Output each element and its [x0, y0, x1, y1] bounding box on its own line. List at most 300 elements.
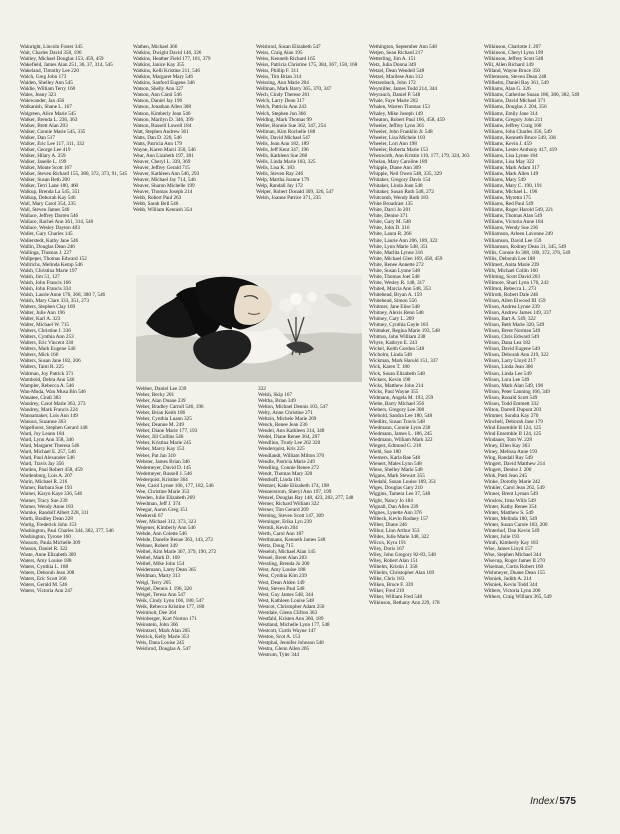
index-entry: Weibel, Kim Marie 367, 379, 190, 272: [136, 549, 217, 556]
index-entry: Wentzer, Katie Elizabeth 174, 198: [258, 482, 329, 489]
index-entry: Willmore, Shari Lynn 176, 243: [484, 279, 549, 286]
index-entry: Weltzin, Michele Marie 269: [258, 416, 317, 423]
index-entry: Weigel, Dennis J. 196, 326: [136, 585, 192, 592]
index-entry: Walker, Hilary A. 259: [20, 152, 66, 159]
index-entry: Walters, Tami R. 225: [20, 364, 64, 371]
index-entry: Walters, Stephen Clay 169: [20, 304, 76, 311]
index-entry: Wiedmann, James L. 186, 245: [369, 431, 433, 437]
index-entry: Walsh, Jim 51, 127: [20, 273, 60, 280]
index-entry: Wegener, Kimberly Ann 546: [136, 525, 196, 532]
index-entry: Whitney, Cary L. 209: [369, 316, 414, 323]
index-entry: Wickers, Kevin 190: [369, 376, 411, 383]
index-entry: Warden, Paul Robert 458, 459: [20, 467, 83, 474]
index-entry: Wilson, Linda Lee 549: [484, 370, 532, 377]
index-entry: Weinstein, John 366: [136, 621, 179, 628]
index-entry: Wendel, Ann Kathleen 314, 348: [258, 428, 325, 435]
index-entry: Waitley, Michael Douglas 153, 459, 459: [20, 56, 104, 63]
index-entry: Wickman, Mark Harold 151, 337: [369, 358, 438, 365]
index-entry: Wathen, Michael 366: [133, 44, 178, 50]
index-entry: Weber, Bradley Carroll 546, 196: [136, 404, 204, 411]
index-entry: Wiese, Shelley Marie 548: [369, 467, 423, 474]
index-entry: Walsh, Mary Clare 333, 351, 273: [20, 297, 89, 304]
index-entry: Werninger, Erika Lyn 239: [258, 519, 312, 526]
index-entry: Willming, Scott David 203: [484, 273, 540, 280]
index-entry: Wallerstedt, Kathy Jane 546: [20, 237, 79, 244]
index-entry: Weik, Cindy Lynn 166, 180, 547: [136, 597, 204, 604]
index-entry: Werner, Tim Gerard 209: [258, 506, 309, 513]
index-entry: Weimholt, Dee 364: [136, 609, 177, 616]
index-entry: White, Marlita Lynne 316: [369, 249, 423, 256]
index-entry: Ward, Travis Jay 356: [20, 461, 64, 468]
index-entry: Wiedahl, Susan Louise 189, 351: [369, 479, 437, 486]
index-entry: Waller, Gary Charles 145: [20, 231, 73, 238]
index-entry: Winter, Julie 193: [484, 533, 520, 540]
index-entry: Wiggins, Tamera Lee 37, 548: [369, 491, 431, 498]
index-entry: Wetzel, Marilese Ann 312: [369, 74, 423, 81]
index-entry: Winter, Melinda 180, 549: [484, 515, 538, 522]
index-entry: Wilton, Darrell Dupont 203: [484, 406, 542, 413]
index-entry: Winchell, Deborah Jane 179: [484, 418, 543, 425]
index-entry: Whaley, Mike Joseph 149: [369, 110, 423, 117]
index-entry: White, Denise 371: [369, 213, 408, 220]
index-entry: Williams, Lisa Lynne 184: [484, 152, 538, 159]
index-entry: Willmert, Anita Marie 239: [484, 261, 540, 268]
index-entry: Wan-Muda, Wan Musa Bin 546: [20, 388, 86, 395]
index-entry: Winey, Ellen Kay 363: [484, 443, 530, 450]
index-entry: White, Laurie Ann 206, 189, 322: [369, 237, 438, 244]
index-entry: Webster, James Brian 346: [136, 458, 190, 465]
index-entry: Weiss, Tim Brian 314: [256, 74, 302, 81]
index-entry: Wiley, Robert Alan 151: [369, 557, 418, 564]
index-entry: Westcot, Christopher Adam 250: [258, 603, 325, 610]
index-entry: Widmann, Angela M. 193, 259: [369, 394, 434, 401]
index-entry: Williams, Lester Anthony 417, 419: [484, 146, 557, 153]
index-entry: Walters, Eric Vincent 330: [20, 340, 74, 347]
index-entry: Watts, Patricia Ann 179: [133, 140, 183, 147]
index-entry: Wilkinson, Jeffrey Scott 548: [484, 56, 544, 63]
index-entry: Washington, Tyrone 160: [20, 533, 71, 540]
index-entry: White Broadcast 135: [369, 201, 413, 208]
index-entry: Walker, Dan 517: [20, 134, 55, 141]
index-entry: Weibel, Mark D. 169: [136, 555, 180, 562]
index-entry: Williams, Wendy Sue 236: [484, 225, 539, 232]
index-entry: Wetz, Julia Donna 349: [369, 62, 417, 69]
index-entry: Wilson, Mark Alan 549, 196: [484, 382, 544, 389]
index-entry: Wind Ensemble II 124, 125: [484, 424, 542, 431]
index-entry: Wambold, Debra Ann 546: [20, 376, 75, 383]
index-entry: Weekersli 67: [136, 512, 164, 519]
index-column-2: [133, 44, 241, 213]
index-entry: West, Amy Louise 188: [258, 567, 306, 574]
index-entry: Wheeler, Lisa Michele 103: [369, 134, 426, 141]
index-entry: Wilson, Andrea Lynne 239: [484, 304, 540, 311]
index-entry: Whale, Faye Marie 202: [369, 98, 418, 105]
index-entry: Wilhelm, Kristin J. 358: [369, 564, 418, 571]
index-entry: Welsh, Skip 167: [258, 392, 292, 399]
index-entry: Withers, Craig William 365, 549: [484, 594, 552, 601]
index-entry: Watson, Shelly Ann 327: [133, 86, 184, 93]
index-entry: Wendt, Thomas Mary 320: [258, 470, 313, 477]
index-entry: Weaver, Kathleen Ann 546, 293: [133, 170, 200, 177]
index-entry: Werning, Steven Scott 147, 309: [258, 512, 324, 519]
index-entry: Webb, Robert Paul 263: [133, 195, 182, 202]
index-entry: Wells, Jeff Kent 347, 196: [256, 146, 309, 153]
photo-illustration: [136, 275, 362, 382]
index-entry: Williams, Jeffrey Craig 168: [484, 122, 542, 129]
index-entry: Whipple, Neil Owen 548, 335, 329: [369, 170, 442, 177]
index-entry: Williams, Thomas Alan 549: [484, 213, 543, 220]
index-entry: Wandrey, Mark Francis 224: [20, 406, 78, 413]
index-entry: Winter, Matthew S. 549: [484, 509, 534, 516]
index-entry: Walter, Michael W. 715: [20, 322, 70, 329]
index-entry: Wiseman, Curtis Robert 160: [484, 564, 544, 571]
index-entry: Wessel, Brent Alan 203: [258, 555, 307, 562]
index-entry: Weintzerl, Mark Alan 205: [136, 627, 190, 634]
index-entry: Walker, Brenda L. 236, 363: [20, 116, 78, 123]
index-entry: Weidman, Marty 313: [136, 573, 181, 580]
index-entry: Willmot, Rebecca L. 273: [484, 285, 537, 292]
index-entry: Walsh, Laurie Anne 176, 368, 380 7, 546: [20, 291, 106, 298]
index-entry: Whitmer, Jane Elise 548: [369, 304, 420, 311]
index-entry: Wasson, Daniel R. 322: [20, 545, 68, 552]
index-entry: White, Thomas Joel 548: [369, 273, 420, 280]
index-entry: Weber, Diane Marie 177, 193: [136, 428, 198, 435]
index-entry: Wech, Cindy Therese 261: [256, 92, 310, 99]
index-entry: Wall, Steven James 546: [20, 207, 70, 214]
index-entry: Wessling, Brenda Jo 200: [258, 561, 310, 568]
index-entry: Wiehl, Sue 180: [369, 449, 401, 456]
index-entry: Wilson, Lora Lee 549: [484, 376, 530, 383]
index-entry: Wignes, Lynette Ann 376: [369, 509, 422, 516]
index-entry: Williamson, Rodney Dean 31, 345, 549: [484, 243, 567, 250]
index-column-3: [256, 44, 364, 201]
index-entry: Wiebold, Sandra Lee 180, 548: [369, 412, 433, 419]
index-entry: Wing, Randall Ray 549: [484, 455, 533, 462]
index-entry: Walters, Mark Eugene 546: [20, 346, 76, 353]
index-entry: Weston, Scot A. 153: [258, 633, 301, 640]
index-entry: Wilson, Bart A. 549, 322: [484, 316, 536, 323]
index-entry: Walden, Shelley Ann 545: [20, 80, 73, 87]
index-entry: Waltman, Joy Patrick 371: [20, 370, 74, 377]
index-entry: Waters, Victoria Ann 247: [20, 588, 73, 595]
index-entry: Withers, Victoria Lynn 200: [484, 588, 541, 595]
index-entry: Wellman, Mark Barry 365, 370, 347: [256, 86, 332, 93]
index-entry: Wendlinn, Trudy Lee 262 320: [258, 440, 321, 447]
index-entry: Wilson, Larry Lloyd 217: [484, 358, 536, 365]
index-entry: Walsh, John Francis 334: [20, 285, 71, 292]
index-entry: Wilbur, Linn Arthur 353: [369, 527, 420, 534]
index-entry: Watson, Marilyn D. 346, 399: [133, 116, 194, 123]
index-entry: Wilson, Peter Lanning 166, 349: [484, 388, 550, 395]
index-entry: Weeden, Julie Elizabeth 269: [136, 494, 195, 501]
index-entry: Walker, Monte Scott 167: [20, 164, 72, 171]
index-entry: Werthmann, Kenneth James 548: [258, 537, 326, 544]
index-entry: Wallinga, Thomas J. 227: [20, 249, 72, 256]
index-entry: Walsh, John Francis 166: [20, 279, 71, 286]
index-entry: Watson, Kimberly Jean 546: [133, 110, 191, 117]
index-entry: Walewander, Jan 456: [20, 98, 65, 105]
index-entry: Wannamaker, Lois Ann 149: [20, 412, 78, 419]
index-entry: Ward, Paul Alexander 546: [20, 455, 75, 462]
index-entry: Wick, Susan Elizabeth 548: [369, 370, 425, 377]
index-entry: Wilson, Dana Lea 182: [484, 340, 531, 347]
index-entry: Weltha, Brian 349: [258, 398, 296, 405]
index-entry: Waldie, William Terry 160: [20, 86, 76, 93]
index-entry: Welch, Larry Dean 317: [256, 98, 305, 105]
index-entry: Wheeler, Lori Ann 198: [369, 140, 417, 147]
index-entry: Wilke, Chris 183: [369, 576, 405, 583]
index-entry: Willhelm, Daniel Ray 361, 549: [484, 80, 549, 87]
index-entry: Williamson, Arleen Lavonne 249: [484, 231, 553, 238]
index-entry: Wehner, Robert 349: [136, 543, 178, 550]
index-entry: Welch, Stephen Jon 366: [256, 110, 306, 117]
index-entry: Williams, Gregory John 211: [484, 116, 543, 123]
index-entry: Williams, Red Paul 549: [484, 201, 534, 208]
index-entry: Webber, Daniel Lee 239: [136, 386, 187, 392]
index-entry: Wilson, Beth Marie 320, 549: [484, 322, 545, 329]
index-entry: Williams, Mark Allen 149: [484, 170, 539, 177]
index-entry: Walter, Karl A. 323: [20, 316, 61, 323]
index-entry: Watkins, Dwight David 146, 326: [133, 50, 202, 57]
index-entry: Walker, Janelle L. 199: [20, 158, 67, 165]
index-entry: Wienert, Males Lynn 548: [369, 461, 422, 468]
index-entry: Wimmer, Sondra Kay 270: [484, 412, 539, 419]
index-entry: Walsh, Christina Marie 197: [20, 267, 78, 274]
index-entry: Whited, Marcia Ann 548, 353: [369, 285, 431, 292]
index-entry: Willis, Connie Jo 308, 180, 372, 376, 549: [484, 249, 571, 256]
index-entry: Wilson, David Eugene 549: [484, 346, 540, 353]
index-entry: Wendling, Connie Renee 272: [258, 464, 319, 471]
index-entry: Walker, George Lee 419: [20, 146, 71, 153]
index-entry: Williams, John Charles 356, 549: [484, 128, 552, 135]
index-column-3-lower: [258, 386, 366, 658]
index-entry: Weishrod, Douglas A. 547: [136, 646, 191, 653]
index-column-5: [484, 44, 596, 600]
index-entry: West, Kathleen Louise 548: [258, 597, 314, 604]
index-entry: Wiebers, Gregory Lee 308: [369, 406, 425, 413]
index-entry: Wilson, Ronald Scott 549: [484, 394, 538, 401]
index-entry: Watson, Jonathan Allen 308: [133, 104, 192, 111]
index-entry: Whitaker, Linda Joan 548: [369, 183, 423, 190]
index-entry: Wickel, Keith Gordon 548: [369, 346, 425, 353]
index-entry: Wehde, Ann Colette 546: [136, 531, 187, 538]
index-entry: Waters, Gerald M. 546: [20, 582, 68, 589]
index-entry: Walters, Cynthia Ann 253: [20, 334, 74, 341]
index-entry: Ward, Margaret Theresa 546: [20, 443, 80, 450]
index-entry: Whipple, Diane Ann 309: [369, 164, 421, 171]
index-entry: Wenderquist, Kris 225: [258, 446, 305, 453]
index-entry: Weis, Dana Louise 245: [136, 639, 185, 646]
index-entry: Weber, Cynthia Luann 325: [136, 416, 192, 423]
index-entry: Wildes, Julie Marie 348, 322: [369, 533, 429, 540]
index-entry: Wardenburg, Lois A. 207: [20, 473, 73, 480]
index-entry: Wheeler, John Franklin Jr. 548: [369, 128, 433, 135]
index-entry: Whitaker, Gregory Davis 154: [369, 177, 431, 184]
index-entry: Whitney, Alexis Renn 548: [369, 310, 424, 317]
index-entry: Washington, Paul Charles 344, 382, 377, 546: [20, 527, 114, 534]
index-entry: Weedman, Jeff J. 374: [136, 500, 181, 507]
index-entry: Wendlandt, William Milton 370: [258, 452, 325, 459]
index-entry: Wells, Jean Ann 182, 189: [256, 140, 309, 147]
index-entry: Weisbrod, Susan Elizabeth 547: [256, 44, 321, 50]
index-entry: Wear, Ann Lizabeth 197, 381: [133, 152, 194, 159]
index-entry: Wise, James Lloyd 157: [484, 545, 533, 552]
index-entry: Williams, Kevin J. 459: [484, 140, 532, 147]
index-entry: Warner, Wendy Anne 183: [20, 503, 74, 510]
index-entry: Wilson, Brent Norman 549: [484, 328, 541, 335]
footer-section-label: Index: [530, 796, 555, 807]
index-entry: Wedel, Diane Renee 364, 207: [258, 434, 320, 441]
index-entry: Waters, Cynthia L. 188: [20, 564, 69, 571]
index-entry: Wallace, Jeffrey Darren 546: [20, 213, 79, 220]
index-entry: Wallrichs, Melinda Kemp 546: [20, 261, 83, 268]
index-entry: Weyrauch, Daniel P. 548: [369, 92, 421, 99]
index-entry: Wendle, Patricia Marie 249: [258, 458, 315, 465]
index-entry: Weigel, Teresa Ann 547: [136, 591, 186, 598]
index-column-1: [20, 44, 128, 594]
index-entry: Westphal, Jennifer Johnson 548: [258, 639, 324, 646]
index-entry: Winter, Susan Carole 183, 200: [484, 521, 548, 528]
index-entry: Williams, Roger Harold 549, 221: [484, 207, 554, 214]
index-entry: Wakefield, James Alan 251, 36, 37, 314, 545: [20, 62, 113, 69]
index-entry: Wilber, Diane 246: [369, 521, 407, 528]
index-entry: Wilkinson, Charlotte J. 207: [484, 44, 541, 50]
index-entry: Wilson, Deborah Ann 219, 322: [484, 352, 549, 359]
index-entry: Wayne, Karen Marci 350, 546: [133, 146, 196, 153]
index-entry: Wilbeck, Kevin Rodney 157: [369, 515, 429, 522]
index-entry: Weiss, Kenneth Richard 165: [256, 56, 316, 63]
index-entry: Wignall, Dan Allen 239: [369, 503, 419, 510]
index-entry: Wallpeper, Thomas Edward 152: [20, 255, 87, 262]
index-entry: Weiss, Patricia Christine 175, 384, 367, 158, 168: [256, 62, 358, 69]
index-entry: Walch, Greg John 173: [20, 74, 67, 81]
index-entry: Wilken, Bruce F. 339: [369, 582, 414, 589]
index-entry: Wills, Michael Collin 160: [484, 267, 538, 274]
index-entry: Wight, Nancy Jo 184: [369, 497, 413, 504]
index-entry: Williams, David Michael 371: [484, 98, 546, 105]
index-entry: Ward, Michael E. 257, 546: [20, 449, 76, 456]
index-entry: Walters, Susan Jane 182, 206: [20, 358, 81, 365]
index-entry: Wilson, Chris Edward 549: [484, 334, 540, 341]
index-entry: Walkup, Brenda La 545, 351: [20, 189, 80, 196]
index-entry: Wethington, September Ann 548: [369, 44, 437, 50]
index-entry: Willand, Wayne Bruce 350: [484, 68, 541, 75]
index-entry: Wiges, Douglas Gary 210: [369, 485, 423, 492]
index-entry: Weirick, Kelly Marie 353: [136, 633, 190, 640]
index-entry: Winslow, Irma Wills 549: [484, 497, 536, 504]
index-entry: West, Cynthia Kim 239: [258, 573, 307, 580]
index-entry: Wedemeyer, Russell J. 546: [136, 470, 192, 477]
index-entry: Werth, Carol Ann 187: [258, 531, 304, 538]
index-entry: Warner, Karyn Kaye 336, 546: [20, 491, 83, 498]
photo-woman-with-flowers: [136, 275, 362, 382]
index-entry: Wicholm, Linda 548: [369, 352, 412, 359]
index-entry: Wisniek, Judith A. 214: [484, 576, 532, 583]
index-entry: Weber, Pat Jan 310: [136, 452, 176, 459]
index-entry: Watson, Ann Carol 546: [133, 92, 182, 99]
index-entry: Webb, Sarah Bell 546: [133, 201, 179, 208]
index-entry: Weber, Brian Keith 186: [136, 410, 186, 417]
index-entry: Wanatee, Cindi 383: [20, 394, 61, 401]
index-entry: Weibel, Mike John 154: [136, 561, 185, 568]
index-entry: Ward, Lynn Ann 358, 346: [20, 437, 74, 444]
index-entry: Wells, Steven Ray 246: [256, 170, 304, 177]
index-entry: Will, Allen Richard 149: [484, 62, 534, 69]
index-entry: Watkins, Janice Kay 355: [133, 62, 185, 69]
index-entry: Wellman, Kim Rochelle 188: [256, 128, 316, 135]
index-entry: Wetterling, Jim A. 151: [369, 56, 416, 63]
index-entry: Wederquist, Kristine 364: [136, 476, 188, 483]
index-entry: Williams, Mark Adam 317: [484, 164, 540, 171]
index-entry: Williams, Victoria Anne 184: [484, 219, 544, 226]
index-entry: Weber, Becky 201: [136, 392, 175, 399]
index-entry: Watts, Dan D. 220, 546: [133, 134, 182, 141]
index-entry: Westrum, Tyler 344: [258, 652, 300, 659]
index-entry: Wilson, Todd Emmett 332: [484, 400, 539, 407]
index-entry: Weinberger, Kurt Norton 171: [136, 615, 197, 622]
index-entry: Welsh, Joanne Patrice 371, 235: [256, 195, 321, 202]
index-entry: White, Renee Annette 272: [369, 261, 424, 268]
index-entry: Welp, Randall Jay 172: [256, 183, 303, 190]
index-entry: Waters, Eric Scott 160: [20, 576, 67, 583]
index-entry: Williams, Mary 549: [484, 177, 526, 184]
index-entry: Wallin, Douglas Dean 246: [20, 243, 75, 250]
index-entry: White, Darci Jo 201: [369, 207, 411, 214]
index-entry: Walker, Susan Beth 200: [20, 177, 70, 184]
index-entry: Wells, Linda Marie 183, 325: [256, 158, 316, 165]
index-entry: Welty, Anne Christine 271: [258, 410, 313, 417]
index-entry: Westcott, Curtis Wayne 147: [258, 627, 316, 634]
index-entry: Warth, Bradley Dean 228: [20, 515, 73, 522]
index-entry: Wilson, Andrew James 149, 337: [484, 310, 552, 317]
index-entry: Whitehead, Bryan A. 159: [369, 291, 422, 298]
index-column-2-lower: [136, 386, 244, 652]
index-entry: Watkins, Margaret Mary 546: [133, 74, 193, 81]
index-entry: Weaver, Thomas Joseph 214: [133, 189, 193, 196]
index-entry: Winth, Kimberly Kay 183: [484, 539, 539, 546]
index-entry: Wapelhorst, Stephen Gerard 148: [20, 424, 88, 431]
index-entry: Wainright, Lincoln Foster 345: [20, 44, 83, 50]
index-entry: Wells, Lisa K. 183: [256, 164, 295, 171]
index-entry: Weiss, Phillip F. 311: [256, 68, 299, 75]
index-entry: Walker, Brett Alan 203: [20, 122, 68, 129]
index-entry: Weaver, Michael Jay 714, 546: [133, 177, 196, 184]
index-entry: Welding, Mark Thomas 99: [256, 116, 312, 123]
index-entry: Wenthoff, Linda 181: [258, 476, 302, 483]
index-entry: Welch, Patricia Ann 243: [256, 104, 307, 111]
index-entry: Wheeler, Roberta Marie 153: [369, 146, 429, 153]
index-entry: Winter, Kathy Renee 354: [484, 503, 537, 510]
index-entry: Winterhof, Dan Kevin 549: [484, 527, 540, 534]
index-entry: Wiley, Doris 167: [369, 545, 405, 552]
index-entry: Wiedmann, Connie Lynn 238: [369, 424, 431, 431]
index-entry: Wertz, Doug 715: [258, 543, 294, 550]
index-entry: Williams, Douglas J. 204, 356: [484, 104, 547, 111]
index-entry: 332: [258, 386, 266, 392]
index-entry: Watkins, Sanford Eugene 346: [133, 80, 195, 87]
index-entry: Weber, Marcy Kay 153: [136, 446, 185, 453]
index-entry: Weber, Kristina Marie 245: [136, 440, 192, 447]
index-entry: Walgreen, Alice Marie 545: [20, 110, 76, 117]
page-footer: [530, 796, 576, 807]
index-entry: Wilson, Allen Elwood III 159: [484, 297, 546, 304]
index-entry: Wetzel, Dean Wendell 548: [369, 68, 425, 75]
index-entry: Waste, Anne Elizabeth 309: [20, 551, 76, 558]
index-entry: White, Wesley R. 148, 317: [369, 279, 425, 286]
index-entry: Wetzenbach, John 172: [369, 80, 416, 87]
index-entry: Whelan, Mary Caroline 189: [369, 158, 428, 165]
index-entry: Wiedmann, William Mark 322: [369, 437, 433, 444]
